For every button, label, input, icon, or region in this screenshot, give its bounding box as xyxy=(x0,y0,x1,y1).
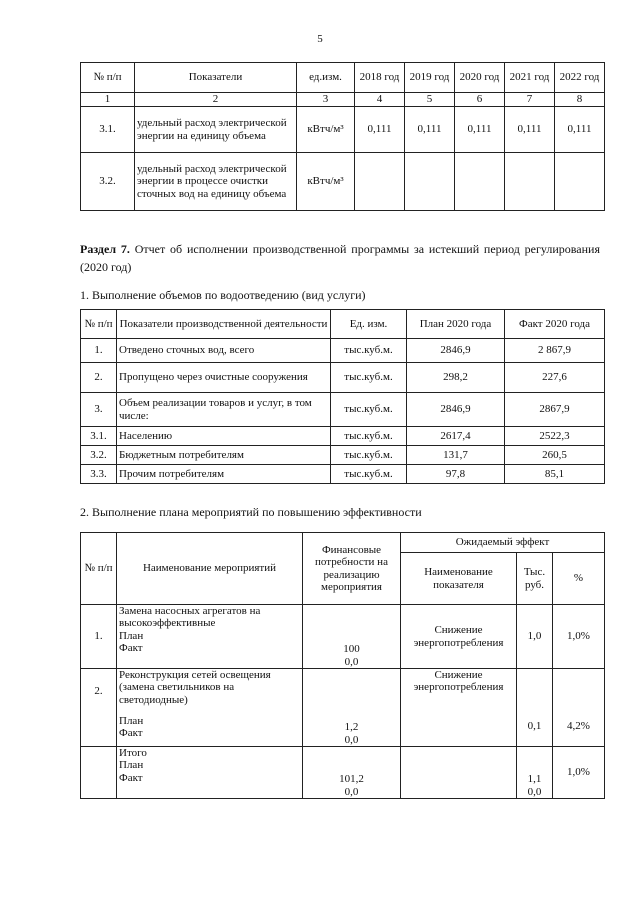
plan-label: План xyxy=(119,714,144,727)
finance-cell xyxy=(303,605,401,669)
column-number: 5 xyxy=(405,93,455,107)
fact-value: 0,0 xyxy=(344,733,359,746)
row-number: 3.3. xyxy=(81,465,117,484)
row-number: 3.1. xyxy=(81,107,135,153)
total-label: Итого xyxy=(119,747,147,759)
value-cell xyxy=(355,153,405,211)
fact-label: Факт xyxy=(119,641,143,654)
row-number: 3.1. xyxy=(81,427,117,446)
finance-cell xyxy=(303,669,401,747)
effect-rub-fact: 0,0 xyxy=(527,785,542,798)
table-row xyxy=(81,605,605,669)
column-number: 2 xyxy=(135,93,297,107)
unit: тыс.куб.м. xyxy=(331,339,407,363)
effect-pct: 1,0% xyxy=(553,605,605,669)
value-cell: 0,111 xyxy=(355,107,405,153)
column-number-row xyxy=(81,93,605,107)
effect-rub: 1,0 xyxy=(517,605,553,669)
measure-name: Реконструкция сетей освещения (замена светильников на светодиодные) xyxy=(119,669,271,706)
measure-cell xyxy=(117,605,303,669)
value-cell xyxy=(455,153,505,211)
finance-cell xyxy=(303,747,401,799)
fact-value: 227,6 xyxy=(505,363,605,393)
plan-value: 131,7 xyxy=(407,446,505,465)
header-cell: Показатели производственной деятельности xyxy=(117,310,331,339)
table-row xyxy=(81,393,605,427)
indicator-name: Населению xyxy=(117,427,331,446)
header-cell: Финансовые потребности на реализацию мероприятия xyxy=(303,533,401,605)
header-cell: Ед. изм. xyxy=(331,310,407,339)
column-number: 3 xyxy=(297,93,355,107)
header-cell: № п/п xyxy=(81,63,135,93)
column-number: 6 xyxy=(455,93,505,107)
value-cell: 0,111 xyxy=(555,107,605,153)
fact-label: Факт xyxy=(119,771,143,784)
fact-value: 0,0 xyxy=(344,785,359,798)
header-cell: % xyxy=(553,553,605,605)
column-number: 4 xyxy=(355,93,405,107)
plan-value: 1,2 xyxy=(344,721,359,734)
effect-pct: 4,2% xyxy=(553,669,605,747)
plan-label: План xyxy=(119,759,144,772)
section-7-heading xyxy=(80,240,600,276)
fact-value: 2522,3 xyxy=(505,427,605,446)
fact-value: 85,1 xyxy=(505,465,605,484)
page-number: 5 xyxy=(317,33,323,45)
value-cell: 0,111 xyxy=(405,107,455,153)
effect-pct: 1,0% xyxy=(553,747,605,799)
plan-value: 2617,4 xyxy=(407,427,505,446)
measure-cell xyxy=(117,669,303,747)
efficiency-measures-table xyxy=(80,532,605,799)
column-number: 7 xyxy=(505,93,555,107)
fact-value: 2867,9 xyxy=(505,393,605,427)
column-number: 1 xyxy=(81,93,135,107)
header-cell: № п/п xyxy=(81,533,117,605)
indicator-name: удельный расход электрической энергии на единицу объема xyxy=(135,107,297,153)
unit: кВтч/м³ xyxy=(297,153,355,211)
header-cell: ед.изм. xyxy=(297,63,355,93)
measure-name: Замена насосных агрегатов на высокоэффективные xyxy=(119,605,261,630)
table-row xyxy=(81,465,605,484)
section-label: Раздел 7. xyxy=(80,242,130,256)
wastewater-table xyxy=(80,309,605,484)
effect-rub-cell xyxy=(517,747,553,799)
table-header-row xyxy=(81,533,605,553)
plan-value: 298,2 xyxy=(407,363,505,393)
table-row-total xyxy=(81,747,605,799)
heading-efficiency-measures: 2. Выполнение плана мероприятий по повышению эффективности xyxy=(80,505,422,519)
value-cell: 0,111 xyxy=(505,107,555,153)
header-cell: Факт 2020 года xyxy=(505,310,605,339)
unit: тыс.куб.м. xyxy=(331,465,407,484)
indicator-name: удельный расход электрической энергии в процессе очистки сточных вод на единицу объема xyxy=(135,153,297,211)
indicator-name: Бюджетным потребителям xyxy=(117,446,331,465)
header-cell: План 2020 года xyxy=(407,310,505,339)
header-cell: 2020 год xyxy=(455,63,505,93)
value-cell xyxy=(505,153,555,211)
header-cell: 2022 год xyxy=(555,63,605,93)
indicator-name: Объем реализации товаров и услуг, в том числе: xyxy=(117,393,331,427)
row-number: 3.2. xyxy=(81,446,117,465)
table-row xyxy=(81,363,605,393)
indicator-name: Пропущено через очистные сооружения xyxy=(117,363,331,393)
indicator-name: Прочим потребителям xyxy=(117,465,331,484)
plan-label: План xyxy=(119,629,144,642)
row-number: 3. xyxy=(81,393,117,427)
fact-value: 260,5 xyxy=(505,446,605,465)
measure-cell xyxy=(117,747,303,799)
unit: тыс.куб.м. xyxy=(331,393,407,427)
table-row xyxy=(81,107,605,153)
header-cell: Наименование мероприятий xyxy=(117,533,303,605)
indicators-table xyxy=(80,62,605,211)
row-number: 2. xyxy=(81,363,117,393)
plan-value: 101,2 xyxy=(339,773,364,786)
row-number xyxy=(81,747,117,799)
header-cell: 2021 год xyxy=(505,63,555,93)
fact-label: Факт xyxy=(119,727,143,740)
heading-wastewater-volumes: 1. Выполнение объемов по водоотведению (вид услуги) xyxy=(80,288,366,302)
effect-rub: 0,1 xyxy=(517,669,553,747)
header-cell: Ожидаемый эффект xyxy=(401,533,605,553)
effect-indicator: Снижение энергопотребления xyxy=(401,605,517,669)
row-number: 2. xyxy=(81,669,117,747)
header-cell: Тыс. руб. xyxy=(517,553,553,605)
header-cell: 2019 год xyxy=(405,63,455,93)
indicator-name: Отведено сточных вод, всего xyxy=(117,339,331,363)
unit: тыс.куб.м. xyxy=(331,427,407,446)
table-row xyxy=(81,446,605,465)
header-cell: № п/п xyxy=(81,310,117,339)
unit: тыс.куб.м. xyxy=(331,363,407,393)
table-header-row xyxy=(81,310,605,339)
plan-value: 2846,9 xyxy=(407,393,505,427)
value-cell xyxy=(405,153,455,211)
unit: тыс.куб.м. xyxy=(331,446,407,465)
header-cell: Наименование показателя xyxy=(401,553,517,605)
row-number: 1. xyxy=(81,339,117,363)
row-number: 1. xyxy=(81,605,117,669)
table-header-row xyxy=(81,63,605,93)
effect-rub-plan: 1,1 xyxy=(527,773,542,786)
effect-indicator xyxy=(401,747,517,799)
unit: кВтч/м³ xyxy=(297,107,355,153)
value-cell xyxy=(555,153,605,211)
table-row xyxy=(81,153,605,211)
fact-value: 2 867,9 xyxy=(505,339,605,363)
fact-value: 0,0 xyxy=(344,655,359,668)
plan-value: 100 xyxy=(343,643,360,656)
value-cell: 0,111 xyxy=(455,107,505,153)
table-row xyxy=(81,339,605,363)
plan-value: 97,8 xyxy=(407,465,505,484)
header-cell: 2018 год xyxy=(355,63,405,93)
plan-value: 2846,9 xyxy=(407,339,505,363)
section-text: Отчет об исполнении производственной программы за истекший период регулирования (2020 год) xyxy=(80,242,600,274)
column-number: 8 xyxy=(555,93,605,107)
header-cell: Показатели xyxy=(135,63,297,93)
effect-indicator: Снижение энергопотребления xyxy=(401,669,517,747)
table-row xyxy=(81,669,605,747)
table-row xyxy=(81,427,605,446)
row-number: 3.2. xyxy=(81,153,135,211)
